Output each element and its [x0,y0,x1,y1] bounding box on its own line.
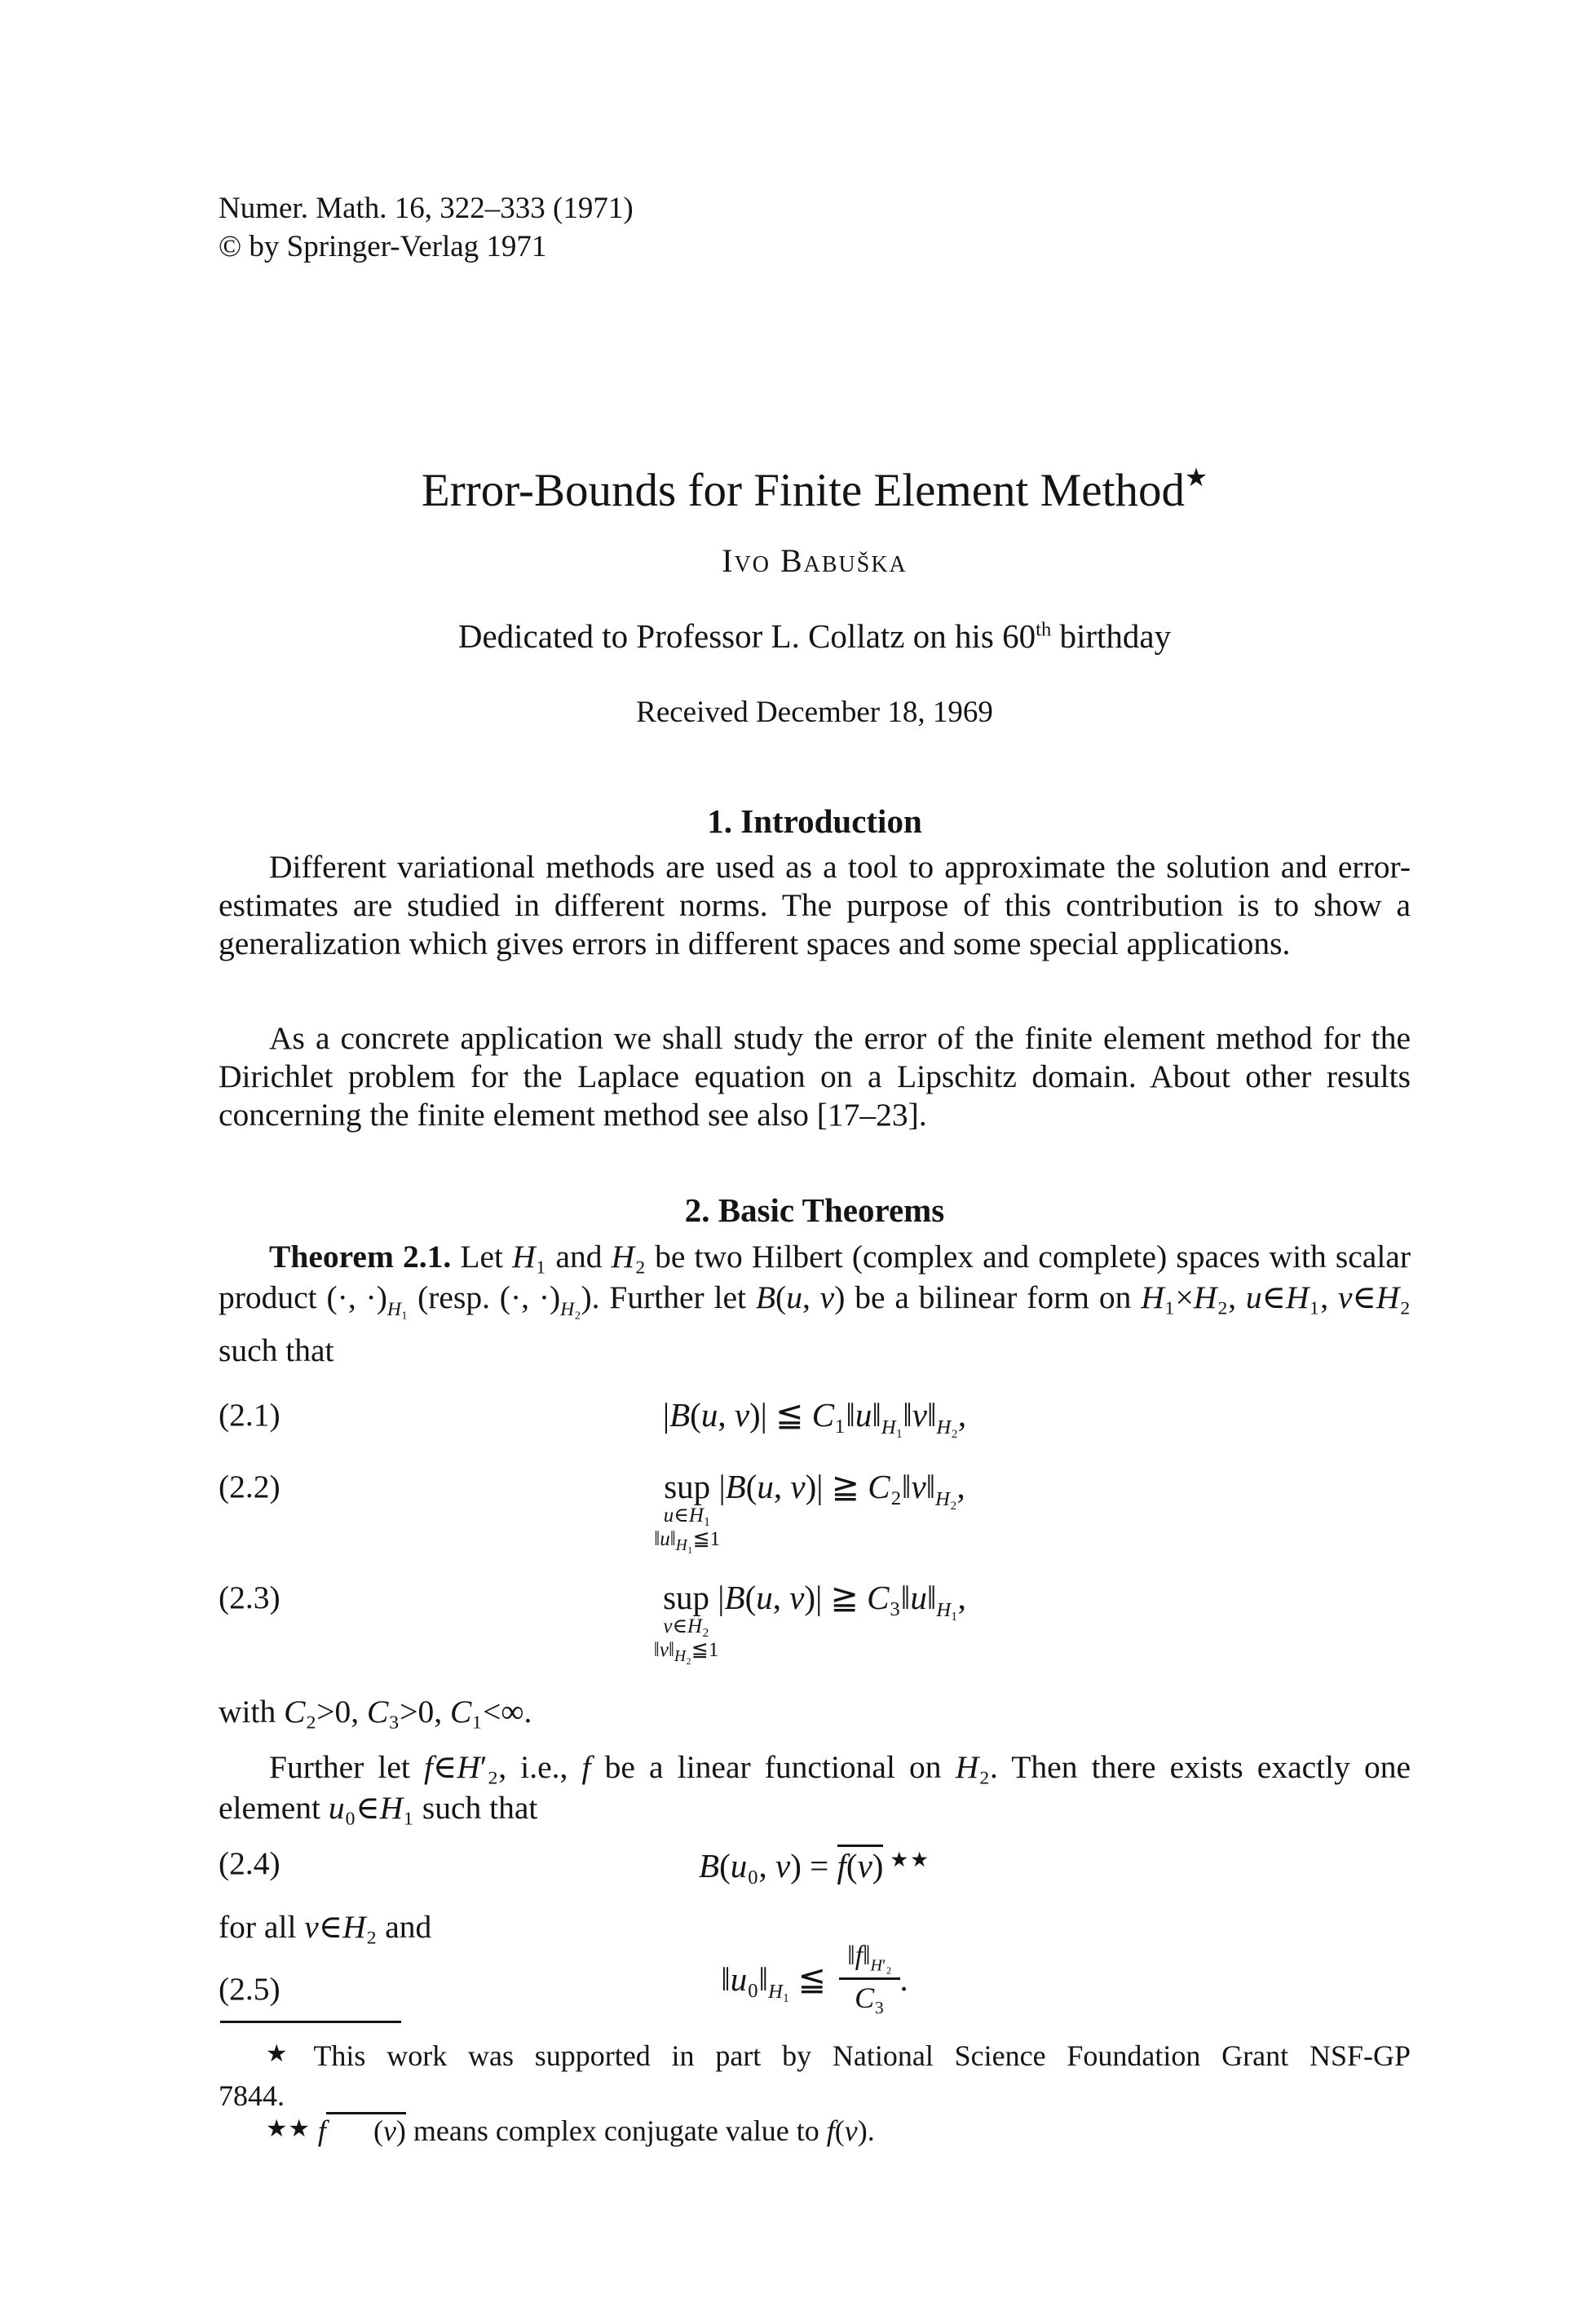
further-paragraph: Further let f∈H′₂, i.e., f be a linear functional on H₂. Then there exists exactly one element u₀∈H₁ such that [219,1749,1411,1826]
equation-row-2-2 [219,1468,1411,1554]
equation-row-2-3 [219,1579,1411,1665]
equation-2-4-number: (2.4) [219,1845,280,1881]
footnote-separator-rule [220,2021,401,2023]
footnote-1: ★ This work was supported in part by National Science Foundation Grant NSF-GP 7844. [219,2039,1411,2112]
author-name: Ivo Babuška [722,542,908,579]
theorem-2-1-statement: Theorem 2.1. Let H₁ and H₂ be two Hilbert (complex and complete) spaces with scalar product (·, $\cdot)_{H_1}$ (resp. (·, $\cdot)_{H_2}$). Further let B(u, v) be a bilinear form on H₁×H₂, u∈H₁, v∈H₂ such that [219,1239,1411,1368]
paper-title-text: Error-Bounds for Finite Element Method [421,465,1185,516]
journal-header [219,189,1411,266]
equation-2-3-body: sup v∈H₂ $‖v‖_{H_2}≦1$ |B(u, v)| ≧ $C_3‖u‖_{H_1}$, [653,1579,966,1665]
equation-2-2-number: (2.2) [219,1469,280,1504]
equation-2-1-number: (2.1) [219,1397,280,1433]
section-1-heading: 1. Introduction [707,802,922,840]
intro-paragraph-2: As a concrete application we shall study the error of the finite element method for the Dirichlet problem for the Laplace equation on a Lipschitz domain. About other results concerning the finite element method see also [17–23]. [219,1020,1411,1133]
equation-2-1-body: |B(u, v)| ≦ $C_1‖u‖_{H_1}‖v‖_{H_2}$, [662,1396,967,1439]
section-2-heading: 2. Basic Theorems [684,1191,945,1229]
journal-citation-line: Numer. Math. 16, 322–333 (1971) [219,192,634,225]
equation-row-2-5 [219,1941,1411,2020]
equation-row-2-4 [219,1845,1411,1889]
paper-title [219,455,1411,517]
equation-2-2-body: sup u∈H₁ $‖u‖_{H_1}≦1$ |B(u, v)| ≧ $C_2‖v‖_{H_2}$, [654,1468,965,1554]
equation-2-3-number: (2.3) [219,1580,280,1615]
footnote-2: ★★ f (v) means complex conjugate value to f(v). [219,2112,1411,2152]
constants-condition-line: with C₂>0, C₃>0, C₁<∞. [219,1694,532,1730]
equation-2-5-body: $‖u_0‖_{H_1}$ ≦ $\frac{‖f‖_{H'_2}}{\text{C₃}}$ . [721,1941,908,2014]
dedication-line: Dedicated to Professor L. Collatz on his 60th birthday [457,617,1172,655]
copyright-line: © by Springer-Verlag 1971 [219,230,547,263]
forall-line: for all v∈H₂ and [219,1909,432,1945]
equation-2-5-number: (2.5) [219,1971,280,2007]
title-footnote-star: ★ [1184,463,1208,492]
equation-2-4-body: B(u₀, v) = f(v) ★★ [699,1847,930,1884]
equation-row-2-1 [219,1396,1411,1447]
intro-paragraph-1: Different variational methods are used as a tool to approximate the solution and error-estimates are studied in different norms. The purpose of this contribution is to show a generalization which gives errors in different spaces and some special applications. [219,849,1411,961]
received-line: Received December 18, 1969 [636,696,993,729]
